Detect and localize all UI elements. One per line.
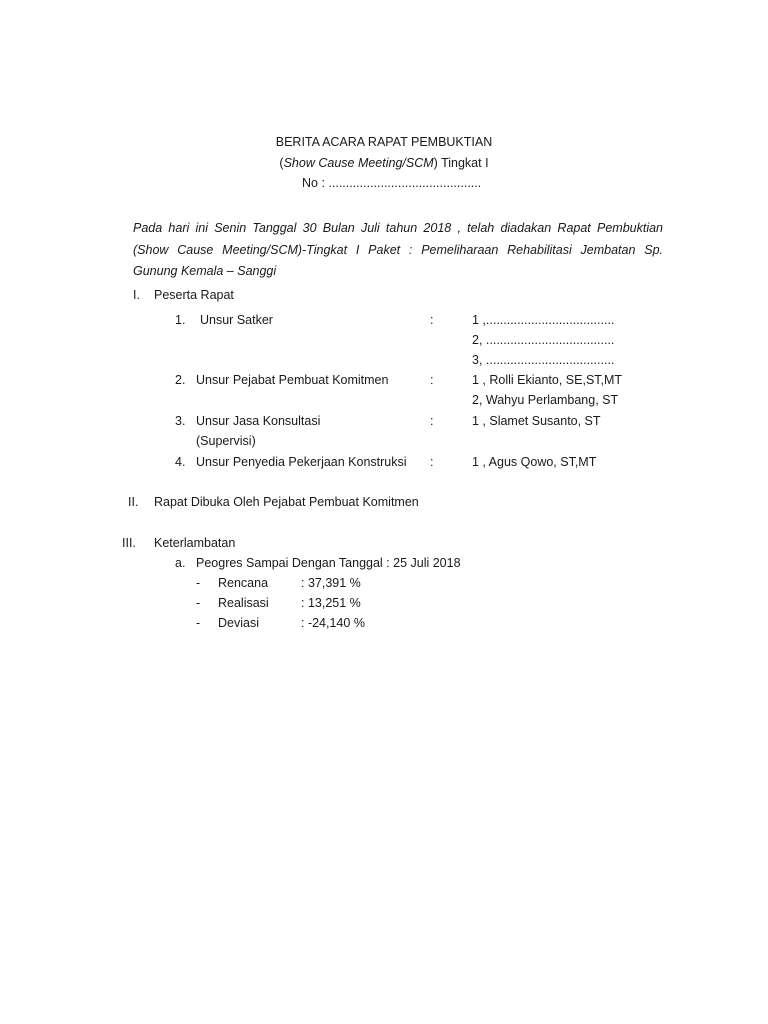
section3-sub-a-letter: a.	[175, 556, 186, 570]
section3-numeral: III.	[122, 536, 136, 550]
document-number: No : ............................................	[302, 176, 482, 190]
participant-1-label: Unsur Satker	[200, 313, 273, 327]
participant-4-value-1: 1 , Agus Qowo, ST,MT	[472, 455, 597, 469]
progress-row-label-deviasi: Deviasi	[218, 616, 259, 630]
section2-numeral: II.	[128, 495, 139, 509]
participant-2-value-1: 1 , Rolli Ekianto, SE,ST,MT	[472, 373, 623, 387]
document-subtitle	[0, 155, 768, 171]
participant-1-number: 1.	[175, 313, 186, 327]
participant-3-colon: :	[430, 414, 434, 428]
progress-row-dash: -	[196, 576, 201, 590]
progress-row-dash: -	[196, 616, 201, 630]
section3-sub-a-text: Peogres Sampai Dengan Tanggal : 25 Juli 2018	[196, 556, 461, 570]
section1-numeral: I.	[133, 288, 140, 302]
participant-1-colon: :	[430, 313, 434, 327]
progress-row-label-rencana: Rencana	[218, 576, 269, 590]
progress-row-value-realisasi: : 13,251 %	[301, 596, 361, 610]
progress-row-dash: -	[196, 596, 201, 610]
section2-title: Rapat Dibuka Oleh Pejabat Pembuat Komitmen	[154, 495, 419, 509]
participant-1-value-3: 3, .....................................	[472, 353, 615, 367]
subtitle-open: (	[279, 156, 284, 170]
section3-title: Keterlambatan	[154, 536, 236, 550]
participant-4-number: 4.	[175, 455, 186, 469]
subtitle-italic: Show Cause Meeting/SCM	[283, 156, 434, 170]
progress-row-label-realisasi: Realisasi	[218, 596, 269, 610]
intro-paragraph: Pada hari ini Senin Tanggal 30 Bulan Juli tahun 2018 , telah diadakan Rapat Pembuktian (Show Cause Meeting/SCM)-Tingkat I Paket : Pemeliharaan Rehabilitasi Jembatan Sp. Gunung Kemala – Sanggi	[133, 221, 663, 278]
document-title: BERITA ACARA RAPAT PEMBUKTIAN	[275, 135, 493, 149]
participant-3-number: 3.	[175, 414, 186, 428]
section1-title: Peserta Rapat	[154, 288, 234, 302]
progress-row-value-rencana: : 37,391 %	[301, 576, 361, 590]
participant-3-value-1: 1 , Slamet Susanto, ST	[472, 414, 601, 428]
participant-4-colon: :	[430, 455, 434, 469]
participant-3-label-sub: (Supervisi)	[196, 434, 256, 448]
participant-2-label: Unsur Pejabat Pembuat Komitmen	[196, 373, 389, 387]
participant-1-value-2: 2, .....................................	[472, 333, 615, 347]
participant-1-value-1: 1 ,.....................................	[472, 313, 615, 327]
subtitle-close: ) Tingkat I	[433, 156, 489, 170]
participant-2-colon: :	[430, 373, 434, 387]
participant-3-label: Unsur Jasa Konsultasi	[196, 414, 321, 428]
participant-4-label: Unsur Penyedia Pekerjaan Konstruksi	[196, 455, 407, 469]
progress-row-value-deviasi: : -24,140 %	[301, 616, 365, 630]
participant-2-value-2: 2, Wahyu Perlambang, ST	[472, 393, 619, 407]
participant-2-number: 2.	[175, 373, 186, 387]
